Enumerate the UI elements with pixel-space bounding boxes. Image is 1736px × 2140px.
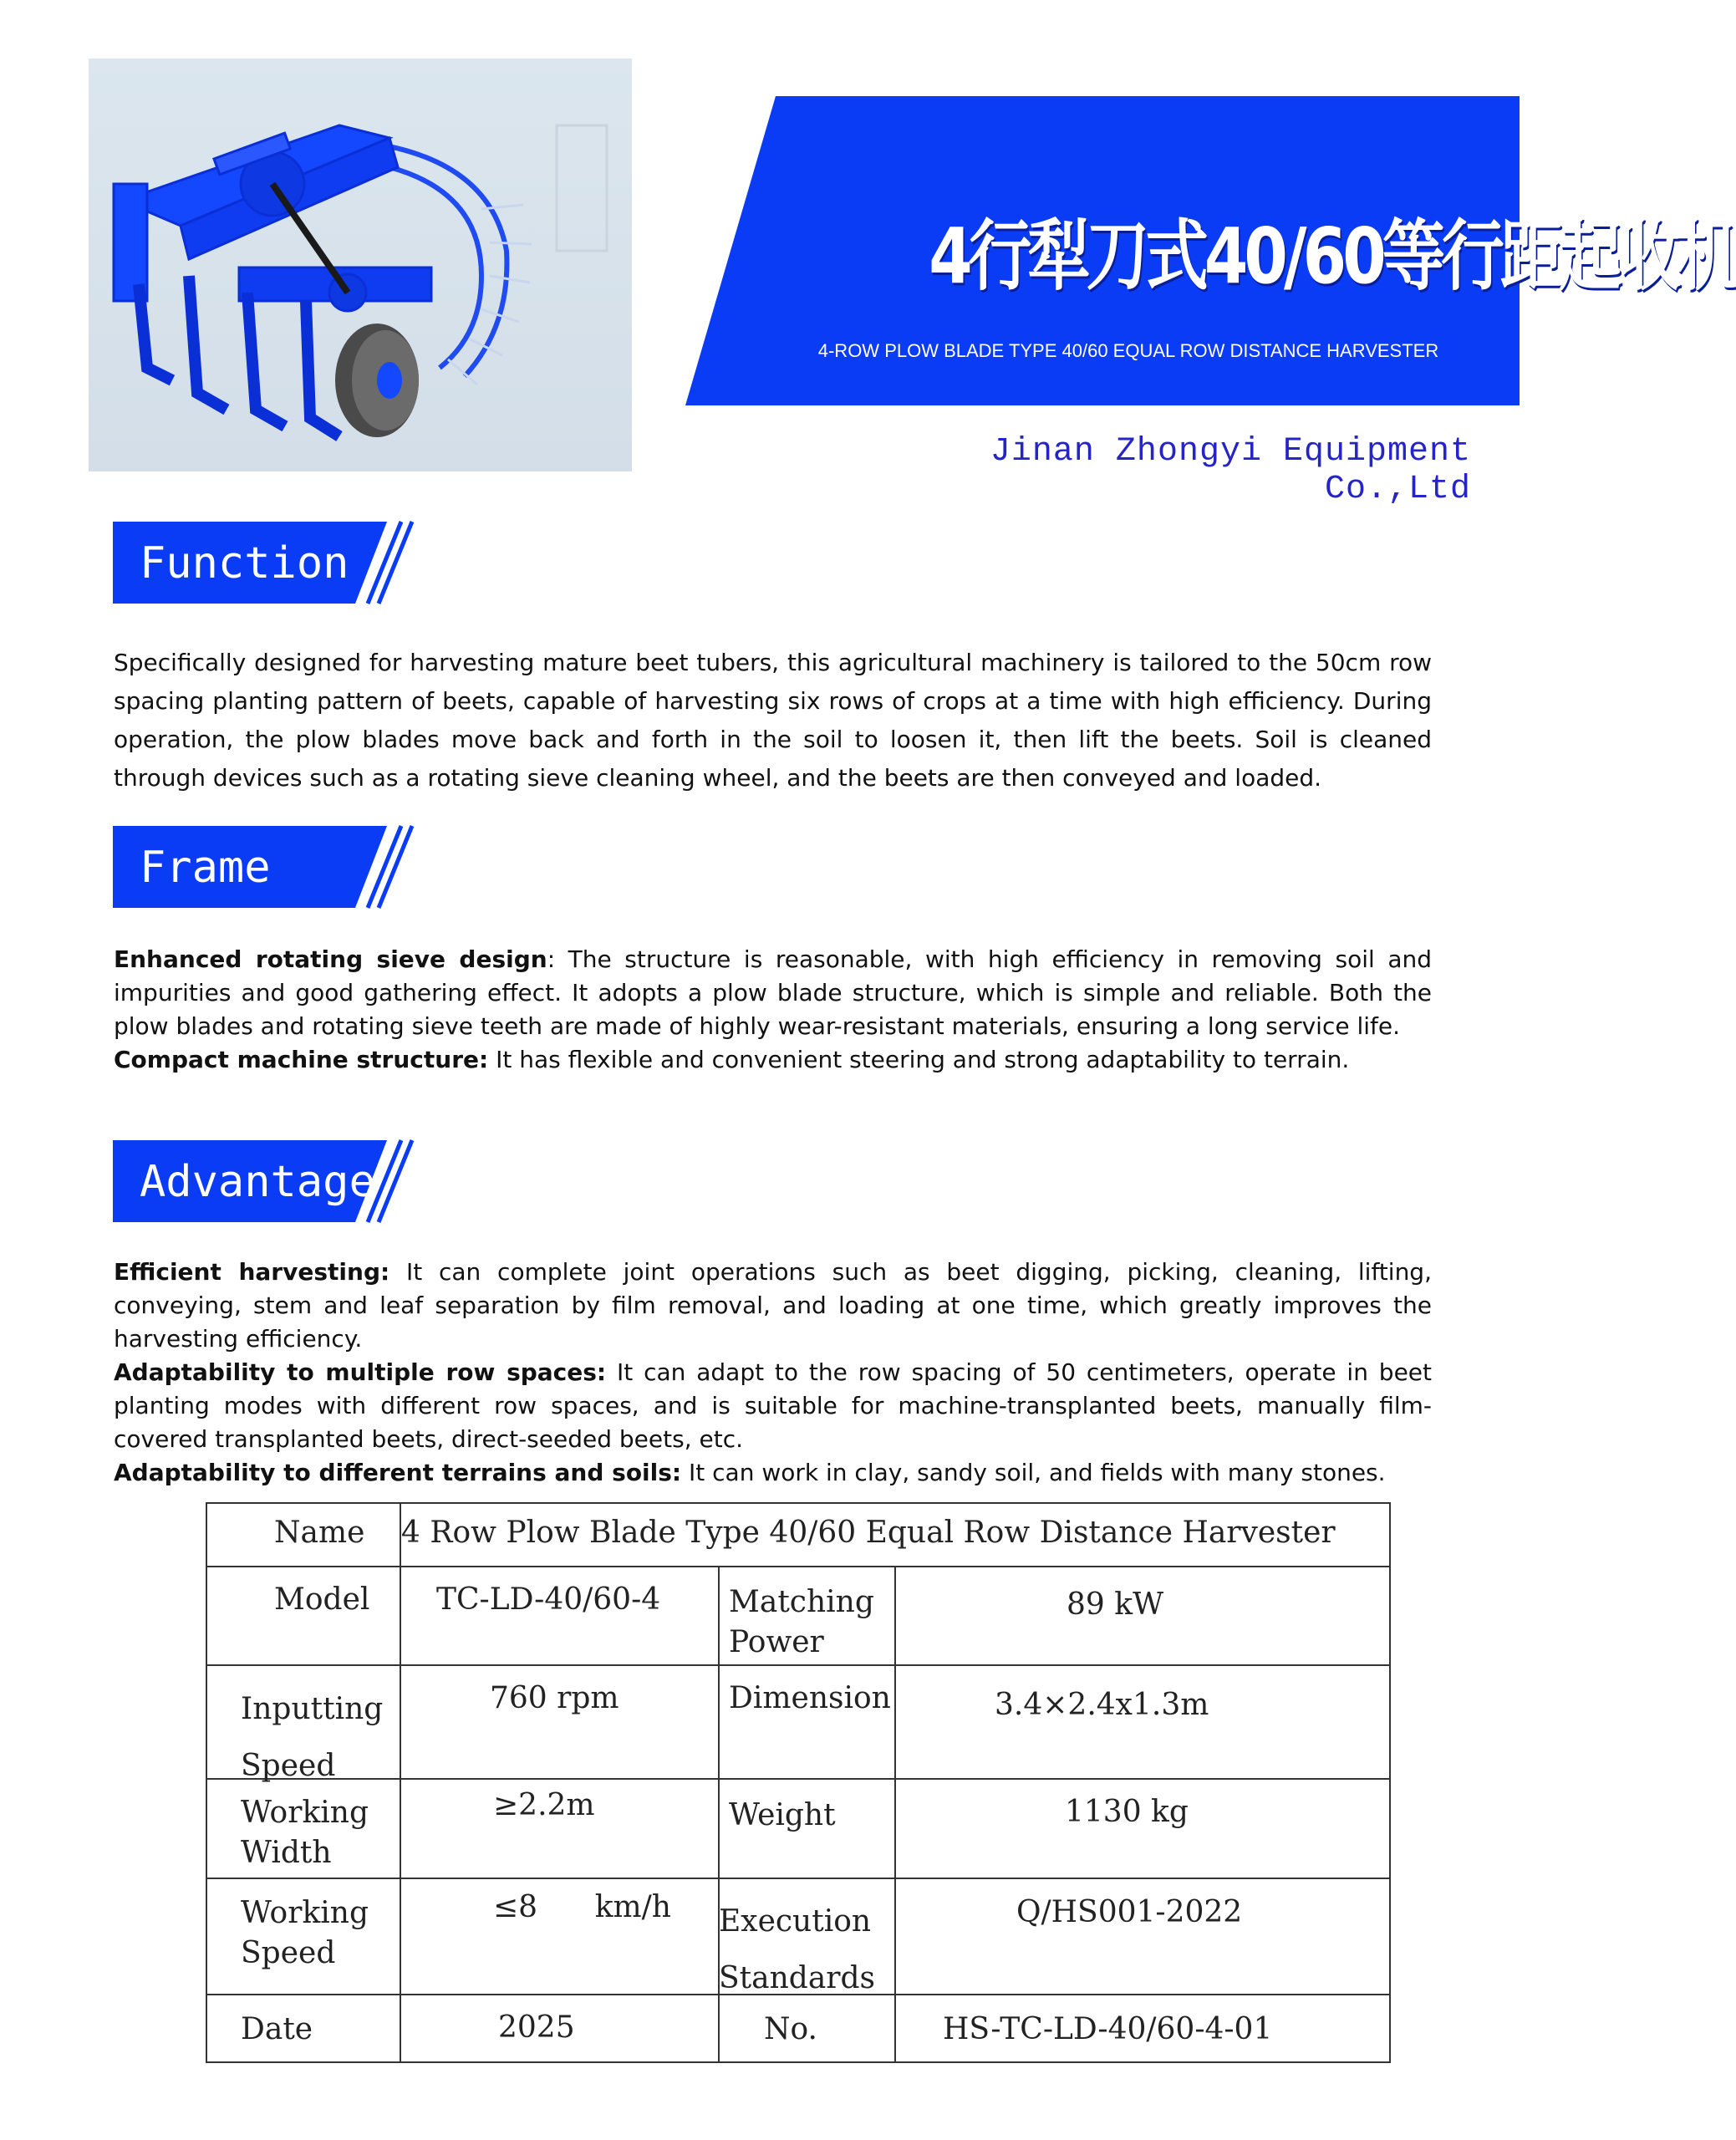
feature-text: : The structure is reasonable, with high efficiency in removing soil and impurities and good gathering effect. It adopts a plow blade structure, which is simple and reliable. Both the plow blades and rotating sieve teeth are made of highly wear-resistant materials, ensuring a long service life.	[114, 945, 1433, 1040]
number-value: HS-TC-LD-40/60-4-01	[943, 2012, 1273, 2046]
date-label: Date	[241, 2012, 313, 2046]
inputting-speed-label: Inputting Speed	[241, 1692, 384, 1783]
frame-section-tag	[113, 826, 414, 908]
function-section-tag	[113, 522, 414, 604]
feature-title: Enhanced rotating sieve design	[114, 945, 547, 973]
function-section-label: Function	[140, 538, 349, 588]
feature-text: It has flexible and convenient steering and strong adaptability to terrain.	[488, 1046, 1350, 1073]
feature-item	[114, 1043, 1432, 1077]
working-width-value: ≥2.2m	[493, 1788, 595, 1822]
working-speed-value: ≤8 km/h	[493, 1890, 671, 1924]
working-speed-label: Working Speed	[241, 1896, 369, 1970]
feature-text: It can work in clay, sandy soil, and fields with many stones.	[681, 1459, 1386, 1486]
name-value: 4 Row Plow Blade Type 40/60 Equal Row Distance Harvester	[401, 1516, 1336, 1550]
function-paragraph: Specifically designed for harvesting mature beet tubers, this agricultural machinery is tailored to the 50cm row spacing planting pattern of beets, capable of harvesting six rows of crops at a time with high efficiency. During operation, the plow blades move back and forth in the soil to loosen it, then lift the beets. Soil is cleaned through devices such as a rotating sieve cleaning wheel, and the beets are then conveyed and loaded.	[114, 649, 1432, 792]
working-width-label: Working Width	[241, 1796, 369, 1870]
feature-item	[114, 1356, 1432, 1456]
date-value: 2025	[498, 2010, 575, 2045]
feature-title: Adaptability to different terrains and soils:	[114, 1459, 682, 1486]
execution-standards-label: Execution Standards	[719, 1904, 876, 1995]
feature-text: It can adapt to the row spacing of 50 centimeters, operate in beet planting modes with different row spaces, and is suitable for machine-transplanted beets, manually film-covered transplanted beets, direct-seeded beets, etc.	[114, 1358, 1432, 1453]
matching-power-label: Matching Power	[729, 1585, 874, 1659]
product-image	[89, 59, 632, 471]
harvester-illustration	[89, 59, 632, 471]
wheel-icon	[335, 324, 419, 437]
model-value: TC-LD-40/60-4	[436, 1582, 661, 1617]
frame-section-label: Frame	[140, 843, 271, 893]
spec-table	[206, 1502, 1391, 2063]
advantage-section-tag	[113, 1140, 414, 1222]
number-label: No.	[764, 2012, 817, 2046]
execution-standards-value: Q/HS001-2022	[1016, 1895, 1243, 1929]
weight-value: 1130 kg	[1065, 1795, 1189, 1829]
matching-power-value: 89 kW	[1067, 1587, 1164, 1622]
frame-feature-list	[114, 943, 1432, 1077]
title-chinese: 4行犁刀式40/60等行距起收机	[929, 211, 1736, 301]
dimension-label: Dimension	[729, 1681, 891, 1715]
feature-item	[114, 1456, 1432, 1490]
feature-item	[114, 1256, 1432, 1356]
inputting-speed-value: 760 rpm	[490, 1681, 619, 1715]
feature-title: Adaptability to multiple row spaces:	[114, 1358, 607, 1386]
feature-item	[114, 943, 1432, 1043]
company-name: Jinan Zhongyi Equipment Co.,Ltd	[990, 433, 1471, 508]
dimension-value: 3.4×2.4x1.3m	[995, 1688, 1209, 1722]
name-label: Name	[274, 1516, 365, 1550]
model-label: Model	[274, 1582, 370, 1617]
advantage-section-label: Advantage	[140, 1157, 375, 1207]
feature-title: Efficient harvesting:	[114, 1258, 390, 1286]
title-banner	[685, 96, 1736, 405]
title-english: 4-ROW PLOW BLADE TYPE 40/60 EQUAL ROW DISTANCE HARVESTER	[817, 340, 1439, 361]
weight-label: Weight	[729, 1798, 836, 1832]
advantage-feature-list	[114, 1256, 1432, 1490]
feature-title: Compact machine structure:	[114, 1046, 489, 1073]
feature-text: It can complete joint operations such as beet digging, picking, cleaning, lifting, conveying, stem and leaf separation by film removal, and loading at one time, which greatly improves the harvesting efficiency.	[114, 1258, 1432, 1353]
